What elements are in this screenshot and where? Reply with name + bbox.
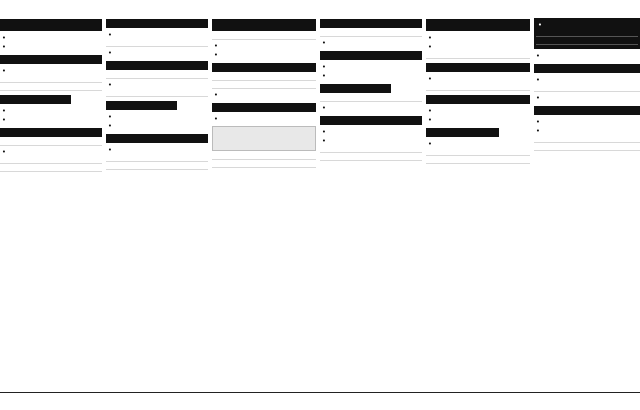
text-line	[0, 166, 102, 172]
bullet-glyph: •	[535, 52, 541, 60]
list-item	[0, 116, 102, 124]
list-item	[0, 148, 102, 156]
text-line	[426, 158, 530, 164]
bullet-glyph: •	[427, 43, 433, 51]
text-line	[106, 156, 208, 162]
text-line	[212, 154, 316, 160]
list-item	[426, 75, 530, 83]
bullet-glyph: •	[537, 21, 543, 29]
bullet-glyph: •	[321, 137, 327, 145]
text-line	[212, 75, 316, 81]
black-header-bar	[106, 134, 208, 143]
text-line	[0, 77, 102, 83]
text-line	[212, 34, 316, 40]
text-line	[534, 137, 640, 143]
footer-line	[3, 394, 637, 402]
list-item	[320, 128, 422, 136]
bullet-glyph: •	[213, 42, 219, 50]
black-header-bar	[106, 19, 208, 28]
bullet-glyph: •	[1, 43, 7, 51]
black-header-bar	[0, 19, 102, 31]
page-footer	[0, 392, 640, 410]
bullet-glyph: •	[321, 104, 327, 112]
bullet-glyph: •	[1, 34, 7, 42]
list-item	[320, 63, 422, 71]
bullet-glyph: •	[535, 94, 541, 102]
price-table	[212, 126, 316, 151]
list-item	[534, 118, 640, 126]
text-line	[536, 39, 638, 45]
bullet-glyph: •	[427, 75, 433, 83]
bullet-glyph: •	[213, 115, 219, 123]
black-header-bar	[534, 106, 640, 115]
bullet-glyph: •	[427, 107, 433, 115]
bullet-glyph: •	[107, 81, 113, 89]
bullet-glyph: •	[321, 63, 327, 71]
text-line	[0, 85, 102, 91]
list-item	[426, 116, 530, 124]
black-header-bar	[106, 101, 177, 110]
bullet-glyph: •	[427, 116, 433, 124]
list-item	[212, 51, 316, 59]
text-line	[534, 145, 640, 151]
bullet-glyph: •	[1, 107, 7, 115]
list-item	[426, 34, 530, 42]
bullet-glyph: •	[535, 127, 541, 135]
black-header-bar	[426, 128, 499, 137]
text-line	[106, 73, 208, 79]
list-item	[320, 72, 422, 80]
list-item	[0, 34, 102, 42]
bullet-glyph: •	[535, 76, 541, 84]
bullet-glyph: •	[107, 122, 113, 130]
list-item	[320, 39, 422, 47]
text-line	[320, 96, 422, 102]
black-header-bar	[212, 19, 316, 31]
black-header-bar	[534, 64, 640, 73]
list-item	[106, 122, 208, 130]
black-header-bar	[320, 19, 422, 28]
list-item	[106, 146, 208, 154]
text-line	[106, 164, 208, 170]
text-line	[320, 147, 422, 153]
list-item	[534, 127, 640, 135]
column-heading	[426, 0, 530, 15]
bullet-glyph: •	[107, 49, 113, 57]
text-line	[106, 91, 208, 97]
column-3	[212, 0, 316, 392]
column-heading	[0, 0, 102, 15]
list-item	[212, 115, 316, 123]
list-item	[534, 52, 640, 60]
list-item	[426, 107, 530, 115]
column-1	[0, 0, 102, 392]
list-item	[106, 31, 208, 39]
list-item	[106, 113, 208, 121]
list-item	[0, 107, 102, 115]
black-header-bar	[212, 63, 316, 72]
bullet-glyph: •	[213, 51, 219, 59]
list-item	[534, 76, 640, 84]
bullet-glyph: •	[321, 39, 327, 47]
black-header-bar	[320, 84, 391, 93]
table-row	[215, 139, 313, 147]
column-heading	[106, 0, 208, 15]
bullet-glyph: •	[321, 128, 327, 136]
bullet-glyph: •	[107, 113, 113, 121]
bullet-glyph: •	[1, 148, 7, 156]
bullet-glyph: •	[1, 116, 7, 124]
bullet-glyph: •	[213, 91, 219, 99]
list-item	[426, 140, 530, 148]
column-4	[320, 0, 422, 392]
text-line	[426, 150, 530, 156]
list-item	[426, 43, 530, 51]
list-item	[106, 81, 208, 89]
text-line	[426, 53, 530, 59]
list-item	[536, 21, 638, 29]
column-5	[426, 0, 530, 392]
black-header-bar	[426, 95, 530, 104]
inverse-sidebar	[534, 18, 640, 49]
text-line	[0, 158, 102, 164]
list-item	[212, 42, 316, 50]
black-header-bar	[0, 95, 71, 104]
text-line	[534, 86, 640, 92]
list-item	[320, 104, 422, 112]
column-6	[534, 0, 640, 392]
column-heading	[212, 0, 316, 15]
bullet-glyph: •	[1, 67, 7, 75]
black-header-bar	[320, 51, 422, 60]
text-line	[212, 162, 316, 168]
list-item	[534, 94, 640, 102]
bullet-glyph: •	[321, 72, 327, 80]
list-item	[212, 91, 316, 99]
bullet-glyph: •	[107, 31, 113, 39]
list-item	[106, 49, 208, 57]
table-row	[215, 130, 313, 138]
list-item	[320, 137, 422, 145]
black-header-bar	[212, 103, 316, 112]
list-item	[0, 67, 102, 75]
black-header-bar	[320, 116, 422, 125]
black-header-bar	[426, 63, 530, 72]
black-header-bar	[106, 61, 208, 70]
black-header-bar	[0, 55, 102, 64]
column-heading	[534, 0, 640, 15]
column-heading	[320, 0, 422, 15]
text-line	[320, 155, 422, 161]
bullet-glyph: •	[107, 146, 113, 154]
text-line	[106, 41, 208, 47]
bullet-glyph: •	[535, 118, 541, 126]
text-line	[320, 31, 422, 37]
black-header-bar	[426, 19, 530, 31]
bullet-glyph: •	[427, 140, 433, 148]
footer-line	[3, 402, 637, 410]
column-2	[106, 0, 208, 392]
black-header-bar	[0, 128, 102, 137]
bullet-glyph: •	[427, 34, 433, 42]
text-line	[212, 83, 316, 89]
text-line	[536, 31, 638, 37]
text-line	[426, 85, 530, 91]
text-line	[0, 140, 102, 146]
list-item	[0, 43, 102, 51]
